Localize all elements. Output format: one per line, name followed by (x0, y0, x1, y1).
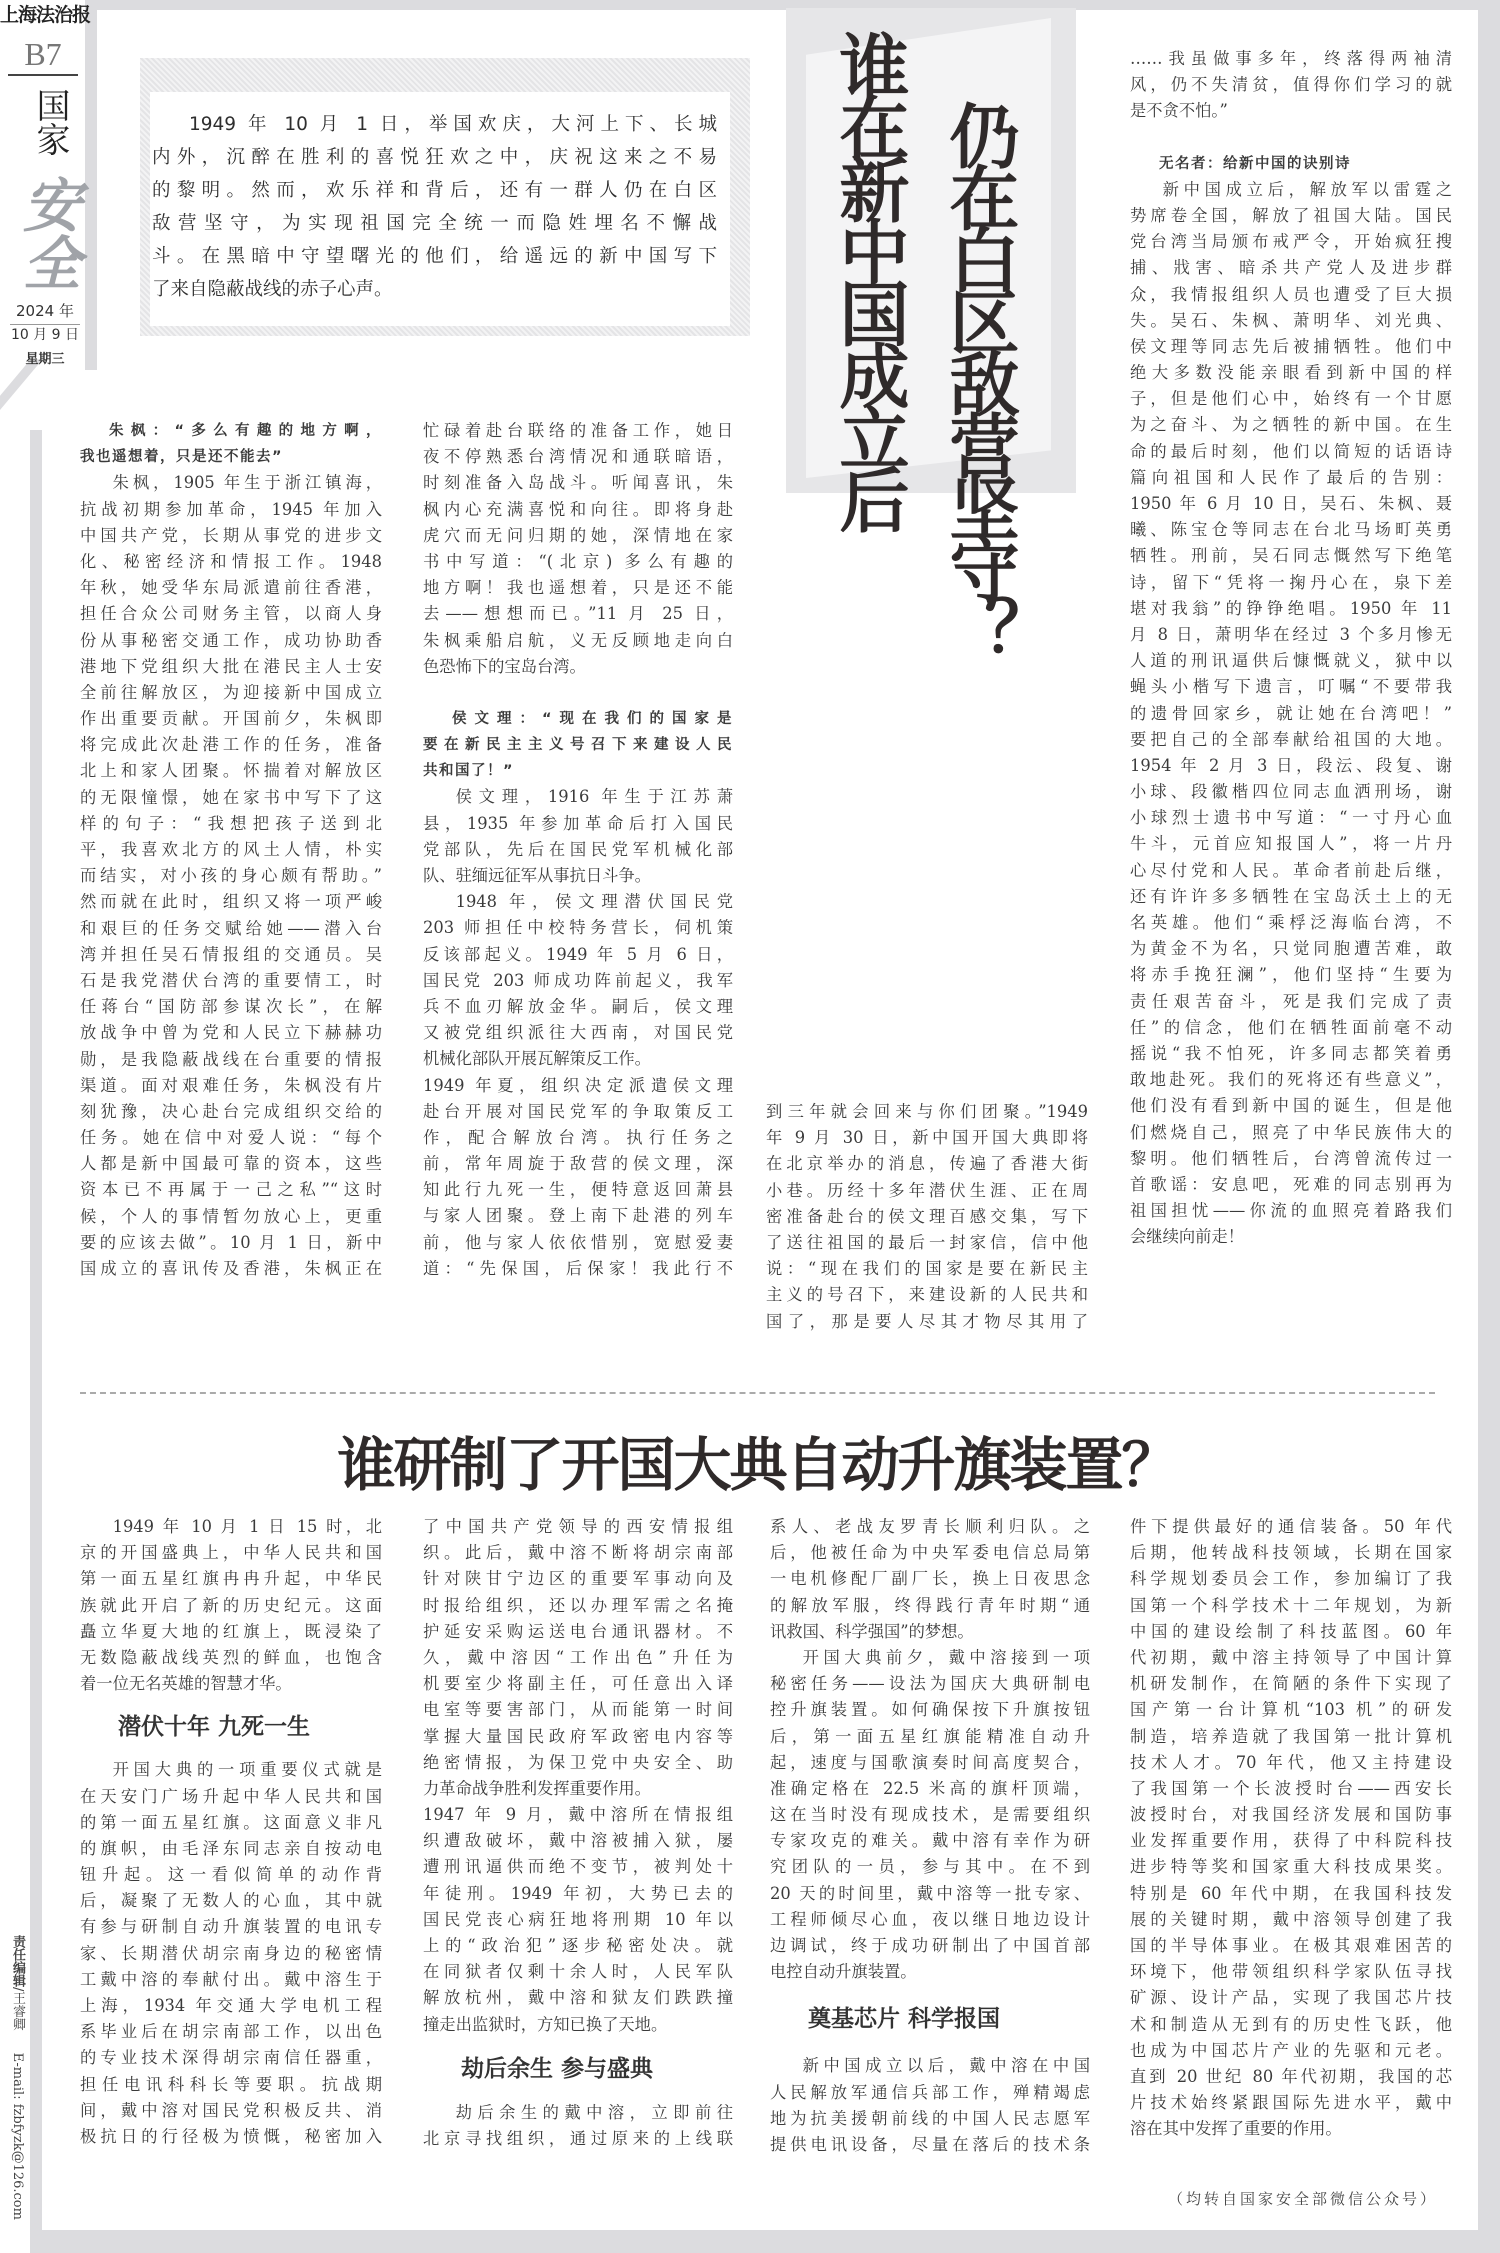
text-line: 作，配合解放台湾。执行任务之 (423, 1127, 733, 1147)
editor-name: /王睿卿 (10, 1987, 25, 2031)
text-line: 的第一面五星红旗。这面意义非凡 (80, 1812, 382, 1832)
text-line: 他们没有看到新中国的诞生，但是他 (1130, 1096, 1452, 1116)
text-line: 开国大典的一项重要仪式就是 (112, 1760, 382, 1780)
frame-left-band (85, 0, 97, 370)
text-line: 新中国成立以后，戴中溶在中国 (802, 2056, 1090, 2076)
text-line: 去——想想而已。”11 月 25 日， (423, 604, 733, 624)
text-line: 在天安门广场升起中华人民共和国 (80, 1786, 382, 1806)
text-line: 份从事秘密交通工作，成功协助香 (80, 630, 382, 650)
text-line: 石是我党潜伏台湾的重要情工，时 (80, 970, 382, 990)
text-line: 任蒋台“国防部参谋次长”，在解 (80, 997, 382, 1017)
text-line: 与家人团聚。登上南下赴港的列车 (423, 1206, 733, 1226)
text-line: 月 8 日，萧明华在经过 3 个多月惨无 (1130, 624, 1452, 644)
text-line: 波授时台，对我国经济发展和国防事 (1130, 1805, 1452, 1825)
text-line: 第一面五星红旗冉冉升起，中华民 (80, 1569, 382, 1589)
text-line: 后，凝聚了无数人的心血，其中就 (80, 1891, 382, 1911)
article2-column-3 (770, 1514, 1090, 2158)
text-line: 矿源、设计产品，实现了我国芯片技 (1130, 1988, 1452, 2008)
text-line: 色恐怖下的宝岛台湾。 (423, 656, 586, 676)
subhead-dianji: 奠基芯片 科学报国 (808, 2006, 1001, 2033)
text-line: 年 9 月 30 日，新中国开国大典即将 (766, 1128, 1088, 1148)
text-line: 港地下党组织大批在港民主人士安 (80, 656, 382, 676)
text-line: 们燃烧自己，照亮了中华民族伟大的 (1130, 1122, 1452, 1142)
intro-line: 斗。在黑暗中守望曙光的他们，给遥远的新中国写下 (152, 246, 717, 267)
text-line: 湾并担任吴石情报组的交通员。吴 (80, 944, 382, 964)
text-line: 说：“现在我们的国家是要在新民主 (766, 1259, 1088, 1279)
subheading-houwenli-line2: 要在新民主主义号召下来建设人民 (423, 737, 733, 754)
text-line: 了中国共产党领导的西安情报组 (423, 1517, 733, 1536)
section-title-bottom: 安全 (13, 175, 81, 291)
text-line: 环境下，他带领组织科学家队伍寻找 (1130, 1962, 1452, 1982)
intro-line: 的黎明。然而，欢乐祥和背后，还有一群人仍在白区 (152, 180, 717, 201)
text-line: 着一位无名英雄的智慧才华。 (80, 1674, 292, 1694)
text-line: 间，戴中溶对国民党积极反共、消 (80, 2100, 382, 2120)
text-line: 年秋，她受华东局派遣前往香港， (80, 578, 382, 598)
text-line: 的专业技术深得胡宗南信任器重， (80, 2048, 382, 2068)
subheading-zhufeng-line2: 我也遥想着，只是还不能去” (80, 449, 284, 466)
text-line: 制造，培养造就了我国第一批计算机 (1130, 1726, 1452, 1746)
text-line: 朱枫，1905 年生于浙江镇海， (112, 473, 382, 493)
text-line: ……我虽做事多年，终落得两袖清 (1130, 49, 1452, 68)
text-line: 地为抗美援朝前线的中国人民志愿军 (770, 2108, 1090, 2128)
text-line: 小巷。历经十多年潜伏生涯、正在周 (766, 1180, 1088, 1200)
text-line: 将赤手挽狂澜”，他们坚持“生要为 (1130, 965, 1452, 985)
text-line: 放战争中曾为党和人民立下赫赫功 (80, 1023, 382, 1043)
text-line: 全前往解放区，为迎接新中国成立 (80, 682, 382, 702)
text-line: 上海，1934 年交通大学电机工程 (80, 1996, 382, 2015)
text-line: 技术人才。70 年代，他又主持建设 (1130, 1752, 1452, 1772)
headline-line-2: 仍在白区敌营坚守？ (938, 100, 1021, 658)
text-line: 为之奋斗、为之牺牲的新中国。在生 (1130, 415, 1452, 435)
date-year: 2024 年 (10, 300, 80, 325)
text-line: 科学规划委员会工作，参加编订了我 (1130, 1569, 1452, 1589)
intro-text (152, 108, 717, 306)
text-line: 首歌谣：安息吧，死难的同志别再为 (1130, 1174, 1452, 1194)
text-line: 牺牲。刑前，吴石同志慨然写下绝笔 (1130, 546, 1452, 566)
article2-column-4 (1130, 1514, 1452, 2143)
text-line: 而结实，对小孩的身心颇有帮助。” (80, 866, 382, 886)
text-line: 任务。她在信中对爱人说：“每个 (80, 1128, 382, 1148)
text-line: 准确定格在 22.5 米高的旗杆顶端， (770, 1778, 1090, 1798)
newspaper-masthead-logo: 上海法治报 (0, 4, 91, 26)
text-line: 术和制造从无到有的历史性飞跃，他 (1130, 2014, 1452, 2034)
text-line: 这在当时没有现成技术，是需要组织 (770, 1805, 1090, 1825)
date-day: 10 月 9 日 (10, 327, 80, 343)
text-line: 忙碌着赴台联络的准备工作，她日 (423, 421, 733, 440)
article2-column-1 (80, 1514, 382, 2150)
intro-line: 内外，沉醉在胜利的喜悦狂欢之中，庆祝这来之不易 (152, 147, 717, 168)
text-line: 工戴中溶的奉献付出。戴中溶生于 (80, 1969, 382, 1989)
text-line: 堪对我翁”的铮铮绝唱。1950 年 11 (1130, 598, 1452, 618)
text-line: 渠道。面对艰难任务，朱枫没有片 (80, 1075, 382, 1095)
frame-right-band (1478, 0, 1500, 2253)
text-line: 绝密情报，为保卫党中央安全、助 (423, 1752, 733, 1772)
text-line: 心尽付党和人民。革命者前赴后继， (1130, 860, 1452, 880)
text-line: 后，第一面五星红旗能精准自动升 (770, 1726, 1090, 1746)
text-line: 1948 年，侯文理潜伏国民党 (455, 892, 733, 912)
text-line: 起，速度与国歌演奏时间高度契合， (770, 1752, 1090, 1772)
text-line: 是不贪不怕。” (1130, 101, 1228, 121)
text-line: 子，但是他们心中，始终有一个甘愿 (1130, 389, 1452, 409)
text-line: 20 天的时间里，戴中溶等一批专家、 (770, 1883, 1090, 1903)
text-line: 特别是 60 年代中期，在我国科技发 (1130, 1883, 1452, 1903)
text-line: 203 师担任中校特务营长，伺机策 (423, 918, 733, 938)
text-line: 国民党丧心病狂地将刑期 10 年以 (423, 1909, 733, 1929)
text-line: 撞走出监狱时，方知已换了天地。 (423, 2014, 668, 2034)
text-line: 片技术始终紧跟国际先进水平，戴中 (1130, 2093, 1452, 2113)
text-line: 的解放军服，终得践行青年时期“通 (770, 1595, 1090, 1615)
text-line: 敢地赴死。我们的死将还有些意义”， (1130, 1070, 1452, 1090)
article1-column-2 (423, 418, 733, 1282)
text-line: 工程师倾尽心血，夜以继日地边设计 (770, 1909, 1090, 1929)
text-line: 家、长期潜伏胡宗南身边的秘密情 (80, 1943, 382, 1963)
text-line: 又被党组织派往大西南，对国民党 (423, 1023, 733, 1043)
text-line: 国第一个科学技术十二年规划，为新 (1130, 1595, 1452, 1615)
intro-line: 敌营坚守，为实现祖国完全统一而隐姓埋名不懈战 (152, 213, 717, 234)
text-line: 也成为中国芯片产业的先驱和元老。 (1130, 2040, 1452, 2060)
text-line: 国了，那是要人尽其才物尽其用了 (766, 1311, 1088, 1331)
text-line: 劫后余生的戴中溶，立即前往 (455, 2102, 733, 2122)
text-line: 国产第一台计算机“103 机”的研发 (1130, 1700, 1452, 1720)
text-line: 祖国担忧——你流的血照亮着路我们 (1130, 1201, 1452, 1221)
text-line: 系毕业后在胡宗南部工作，以出色 (80, 2022, 382, 2042)
text-line: 然而就在此时，组织又将一项严峻 (80, 892, 382, 912)
text-line: 刻犹豫，决心赴台完成组织交给的 (80, 1101, 382, 1121)
text-line: 解放杭州，戴中溶和狱友们跌跌撞 (423, 1988, 733, 2008)
text-line: 资本已不再属于一己之私”“这时 (80, 1180, 382, 1200)
text-line: 虎穴而无问归期的她，深情地在家 (423, 525, 733, 545)
text-line: 前，他与家人依依惜别，宽慰爱妻 (423, 1232, 733, 1252)
text-line: 捕、戕害、暗杀共产党人及进步群 (1130, 258, 1452, 278)
text-line: 道：“先保国，后保家！我此行不 (423, 1258, 733, 1278)
text-line: 风，仍不失清贫，值得你们学习的就 (1130, 75, 1452, 95)
text-line: 讯救国、科学强国”的梦想。 (770, 1621, 974, 1641)
text-line: 时刻准备入岛战斗。听闻喜讯，朱 (423, 473, 733, 493)
text-line: 边调试，终于成功研制出了中国首部 (770, 1936, 1090, 1955)
text-line: 势席卷全国，解放了祖国大陆。国民 (1130, 205, 1452, 225)
text-line: 前，常年周旋于敌营的侯文理，深 (423, 1154, 733, 1174)
text-line: 党部队，先后在国民党军机械化部 (423, 839, 733, 859)
text-line: 担任电讯科科长等要职。抗战期 (80, 2074, 382, 2094)
intro-line: 了来自隐蔽战线的赤子心声。 (152, 279, 393, 300)
text-line: 直到 20 世纪 80 年代初期，我国的芯 (1130, 2066, 1452, 2086)
text-line: 的无限憧憬，她在家书中写下了这 (80, 787, 382, 807)
text-line: 兵不血刃解放金华。嗣后，侯文理 (423, 996, 733, 1016)
text-line: 新中国成立后，解放军以雷霆之 (1162, 179, 1452, 199)
text-line: 人道的刑讯逼供后慷慨就义，狱中以 (1130, 651, 1452, 671)
text-line: 1950 年 6 月 10 日，吴石、朱枫、聂 (1130, 494, 1452, 513)
text-line: 为黄金不为名，只觉同胞遭苦难，敢 (1130, 939, 1452, 959)
text-line: 中国共产党，长期从事党的进步文 (80, 525, 382, 545)
text-line: 的旗帜，由毛泽东同志亲自按动电 (80, 1838, 382, 1858)
text-line: 提供电讯设备，尽量在落后的技术条 (770, 2134, 1090, 2154)
text-line: 北上和家人团聚。怀揣着对解放区 (80, 761, 382, 781)
text-line: 织。此后，戴中溶不断将胡宗南部 (423, 1543, 733, 1563)
text-line: 针对陕甘宁边区的重要军事动向及 (423, 1569, 733, 1589)
text-line: 电控自动升旗装置。 (770, 1962, 917, 1982)
text-line: 候，个人的事情暂勿放心上，更重 (80, 1206, 382, 1226)
text-line: 专家攻克的难关。戴中溶有幸作为研 (770, 1831, 1090, 1851)
text-line: 命的最后时刻，他们以简短的话语诗 (1130, 441, 1452, 461)
article1-column-3 (766, 1099, 1088, 1335)
text-line: 北京寻找组织，通过原来的上线联 (423, 2128, 733, 2148)
text-line: 有参与研制自动升旗装置的电讯专 (80, 1917, 382, 1937)
text-line: 会继续向前走！ (1130, 1227, 1244, 1247)
text-line: 年徒刑。1949 年初，大势已去的 (423, 1883, 733, 1903)
article1-column-4 (1130, 46, 1452, 1250)
text-line: 久，戴中溶因“工作出色”升任为 (423, 1647, 733, 1667)
text-line: 上的“政治犯”逐步秘密处决。就 (423, 1936, 733, 1955)
text-line: 溶在其中发挥了重要的作用。 (1130, 2119, 1342, 2139)
text-line: 队、驻缅远征军从事抗日斗争。 (423, 866, 651, 885)
weekday: 星期三 (25, 352, 65, 367)
text-line: 地方啊！我也遥想着，只是还不能 (423, 578, 733, 598)
text-line: 小球烈士遗书中写道：“一寸丹心血 (1130, 808, 1452, 828)
editor-label: 责任编辑 (10, 1935, 25, 1987)
text-line: 任”的信念，他们在牺牲面前毫不动 (1130, 1017, 1452, 1037)
text-line: 书中写道：“(北京) 多么有趣的 (423, 551, 733, 571)
text-line: 篇向祖国和人民作了最后的告别： (1130, 467, 1452, 487)
text-line: 后期，他转战科技领域，长期在国家 (1130, 1543, 1452, 1563)
text-line: 勋，是我隐蔽战线在台重要的情报 (80, 1049, 382, 1069)
text-line: 平，我喜欢北方的风土人情，朴实 (80, 840, 382, 859)
text-line: 摇说“我不怕死，许多同志都笑着勇 (1130, 1043, 1452, 1063)
headline-line-1: 谁在新中国成立后 (828, 30, 911, 526)
text-line: 族就此开启了新的历史纪元。这面 (80, 1595, 382, 1615)
subhead-qianfu: 潜伏十年 九死一生 (118, 1714, 311, 1741)
text-line: 失。吴石、朱枫、萧明华、刘光典、 (1130, 310, 1452, 330)
text-line: 展的关键时期，戴中溶领导创建了我 (1130, 1909, 1452, 1929)
text-line: 蝇头小楷写下遗言，叮嘱“不要带我 (1130, 677, 1452, 697)
text-line: 还有许许多多牺牲在宝岛沃土上的无 (1130, 886, 1452, 906)
page-number: B7 (8, 36, 78, 76)
text-line: 业发挥重要作用，获得了中科院科技 (1130, 1831, 1452, 1851)
text-line: 主义的号召下，来建设新的人民共和 (766, 1285, 1088, 1305)
text-line: 控升旗装置。如何确保按下升旗按钮 (770, 1700, 1090, 1720)
text-line: 要把自己的全部奉献给祖国的大地。 (1130, 729, 1452, 749)
text-line: 究团队的一员，参与其中。在不到 (770, 1857, 1090, 1877)
text-line: 名英雄。他们“乘桴泛海临台湾，不 (1130, 913, 1452, 932)
text-line: 作出重要贡献。开国前夕，朱枫即 (80, 709, 382, 729)
editor-credit (4, 1935, 24, 2220)
text-line: 侯文理等同志先后被捕牺牲。他们中 (1130, 336, 1452, 356)
text-line: 无数隐蔽战线英烈的鲜血，也饱含 (80, 1647, 382, 1667)
text-line: 曦、陈宝仓等同志在台北马场町英勇 (1130, 520, 1452, 540)
text-line: 夜不停熟悉台湾情况和通联暗语， (423, 447, 733, 467)
source-attribution: （均转自国家安全部微信公众号） (1168, 2190, 1439, 2208)
text-line: 侯文理，1916 年生于江苏萧 (455, 787, 733, 807)
text-line: 绝大多数没能亲眼看到新中国的样 (1130, 363, 1452, 383)
text-line: 责任艰苦奋斗，死是我们完成了责 (1130, 991, 1452, 1011)
text-line: 党台湾当局颁布戒严令，开始疯狂搜 (1130, 232, 1452, 252)
text-line: 了我国第一个长波授时台——西安长 (1130, 1778, 1452, 1798)
text-line: 矗立华夏大地的红旗上，既浸染了 (80, 1621, 382, 1641)
text-line: 极抗日的行径极为愤慨，秘密加入 (80, 2126, 382, 2146)
text-line: 密准备赴台的侯文理百感交集，写下 (766, 1206, 1088, 1226)
text-line: 力革命战争胜利发挥重要作用。 (423, 1778, 651, 1798)
section-title-top: 国家 (30, 88, 70, 156)
headline-2: 谁研制了开国大典自动升旗装置？ (337, 1431, 1178, 1499)
text-line: 1954 年 2 月 3 日，段沄、段复、谢 (1130, 755, 1452, 775)
text-line: 化、秘密经济和情报工作。1948 (80, 551, 382, 571)
text-line: 国民党 203 师成功阵前起义，我军 (423, 970, 733, 990)
text-line: 中国的建设绘制了科技蓝图。60 年 (1130, 1621, 1452, 1641)
text-line: 反该部起义。1949 年 5 月 6 日， (423, 944, 733, 964)
text-line: 遭刑讯逼供而绝不变节，被判处十 (423, 1857, 733, 1877)
text-line: 牛斗，元首应知报国人”，将一片丹 (1130, 834, 1452, 854)
text-line: 织遭敌破坏，戴中溶被捕入狱，屡 (423, 1831, 733, 1851)
text-line: 到三年就会回来与你们团聚。”1949 (766, 1102, 1088, 1121)
intro-line: 1949 年 10 月 1 日，举国欢庆，大河上下、长城 (189, 114, 717, 135)
text-line: 件下提供最好的通信装备。50 年代 (1130, 1517, 1452, 1536)
text-line: 抗战初期参加革命，1945 年加入 (80, 499, 382, 519)
text-line: 将完成此次赴港工作的任务，准备 (80, 735, 382, 755)
text-line: 1947 年 9 月，戴中溶所在情报组 (423, 1805, 733, 1825)
text-line: 国的半导体事业。在极其艰难困苦的 (1130, 1936, 1452, 1955)
article1-column-1 (80, 418, 382, 1282)
text-line: 护延安采购运送电台通讯器材。不 (423, 1621, 733, 1641)
subheading-wumingzhe: 无名者：给新中国的诀别诗 (1159, 155, 1351, 172)
text-line: 1949 年 10 月 1 日 15 时，北 (112, 1517, 382, 1536)
text-line: 众，我情报组织人员也遭受了巨大损 (1130, 284, 1452, 304)
text-line: 县，1935 年参加革命后打入国民 (423, 813, 733, 833)
subheading-zhufeng-line1: 朱枫：“多么有趣的地方啊， (109, 423, 382, 439)
text-line: 代初期，戴中溶主持领导了中国计算 (1130, 1647, 1452, 1667)
text-line: 秘密任务——设法为国庆大典研制电 (770, 1674, 1090, 1694)
subheading-houwenli-line3: 共和国了！” (423, 763, 515, 780)
text-line: 系人、老战友罗青长顺利归队。之 (770, 1517, 1090, 1536)
text-line: 国成立的喜讯传及香港，朱枫正在 (80, 1259, 382, 1278)
text-line: 机研发制作，在简陋的条件下实现了 (1130, 1674, 1452, 1694)
text-line: 开国大典前夕，戴中溶接到一项 (802, 1647, 1090, 1667)
text-line: 人都是新中国最可靠的资本，这些 (80, 1154, 382, 1174)
subhead-jiehou: 劫后余生 参与盛典 (461, 2055, 654, 2082)
text-line: 要的应该去做”。10 月 1 日，新中 (80, 1232, 382, 1252)
text-line: 一电机修配厂副厂长，换上日夜思念 (770, 1569, 1090, 1589)
text-line: 和艰巨的任务交赋给她——潜入台 (80, 918, 382, 938)
text-line: 时报给组织，还以办理军需之名掩 (423, 1595, 733, 1615)
text-line: 机械化部队开展瓦解策反工作。 (423, 1049, 651, 1069)
text-line: 后，他被任命为中央军委电信总局第 (770, 1543, 1090, 1563)
text-line: 掌握大量国民政府军政密电内容等 (423, 1726, 733, 1746)
text-line: 黎明。他们牺牲后，台湾曾流传过一 (1130, 1148, 1452, 1168)
frame-bottom-band (30, 2230, 1500, 2253)
text-line: 的遗骨回家乡，就让她在台湾吧！” (1130, 703, 1452, 723)
text-line: 人民解放军通信兵部工作，殚精竭虑 (770, 2082, 1090, 2102)
text-line: 钮升起。这一看似简单的动作背 (80, 1865, 382, 1885)
text-line: 1949 年夏，组织决定派遣侯文理 (423, 1075, 733, 1095)
text-line: 京的开国盛典上，中华人民共和国 (80, 1543, 382, 1563)
editor-email: E-mail: fzbfyzk@126.com (10, 2052, 25, 2220)
text-line: 知此行九死一生，便特意返回萧县 (423, 1180, 733, 1200)
section-divider (80, 1392, 1435, 1394)
text-line: 进步特等奖和国家重大科技成果奖。 (1130, 1857, 1452, 1877)
text-line: 电室等要害部门，从而能第一时间 (423, 1700, 733, 1720)
text-line: 朱枫乘船启航，义无反顾地走向白 (423, 630, 733, 650)
text-line: 在北京举办的消息，传遍了香港大街 (766, 1154, 1088, 1174)
text-line: 诗，留下“凭将一掬丹心在，泉下差 (1130, 572, 1452, 592)
text-line: 了送往祖国的最后一封家信，信中他 (766, 1232, 1088, 1252)
text-line: 样的句子：“我想把孩子送到北 (80, 813, 382, 833)
subheading-houwenli-line1: 侯文理：“现在我们的国家是 (452, 710, 733, 727)
article2-column-2 (423, 1514, 733, 2152)
text-line: 机要室少将副主任，可任意出入译 (423, 1674, 733, 1694)
text-line: 小球、段徽楷四位同志血洒刑场，谢 (1130, 782, 1452, 802)
text-line: 担任合众公司财务主管，以商人身 (80, 604, 382, 624)
text-line: 赴台开展对国民党军的争取策反工 (423, 1101, 733, 1121)
frame-left-lower-band (30, 430, 42, 2253)
text-line: 在同狱者仅剩十余人时，人民军队 (423, 1962, 733, 1982)
text-line: 枫内心充满喜悦和向往。即将身赴 (423, 499, 733, 519)
